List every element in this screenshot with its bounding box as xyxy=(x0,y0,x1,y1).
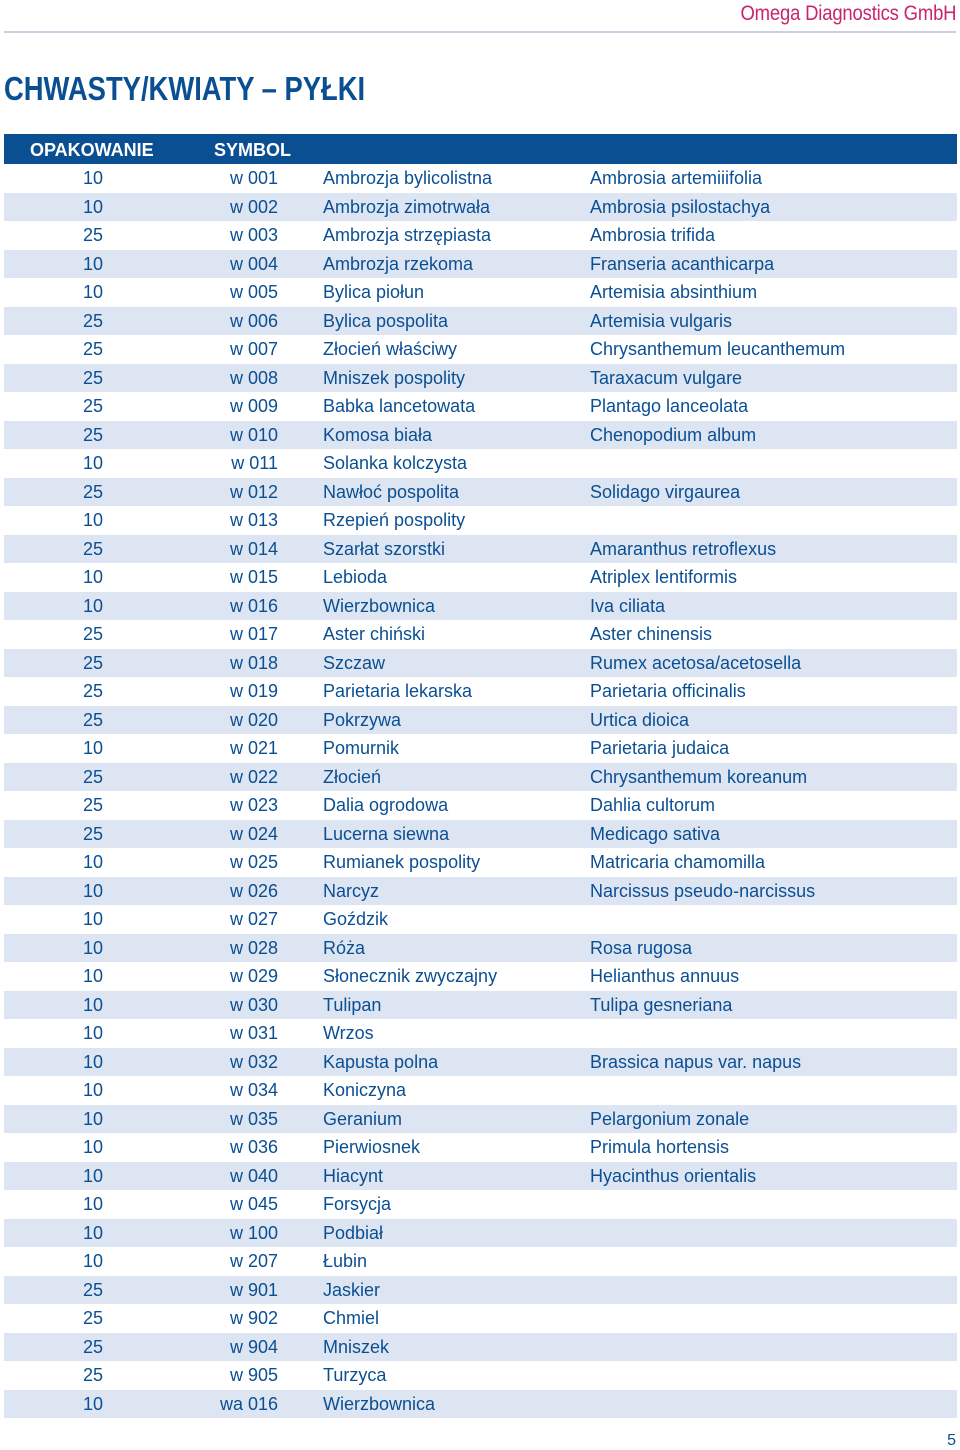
pack-cell: 10 xyxy=(82,453,103,473)
latin-name-cell: Chrysanthemum leucanthemum xyxy=(590,339,846,359)
symbol-cell: w 904 xyxy=(229,1336,278,1357)
table-row xyxy=(4,877,957,906)
symbol-cell: w 034 xyxy=(229,1080,278,1100)
header-symbol: SYMBOL xyxy=(214,140,292,160)
pack-cell: 10 xyxy=(82,1194,103,1214)
symbol-cell: w 207 xyxy=(229,1251,278,1271)
table-row xyxy=(4,706,957,735)
symbol-cell: w 010 xyxy=(229,424,278,445)
pack-cell: 25 xyxy=(82,795,103,815)
table-row xyxy=(4,1133,957,1162)
pack-cell: 10 xyxy=(82,282,103,302)
symbol-cell: w 011 xyxy=(231,453,278,473)
polish-name-cell: Mniszek pospolity xyxy=(323,367,466,388)
pack-cell: 25 xyxy=(82,1279,103,1300)
symbol-cell: w 007 xyxy=(229,339,278,359)
table-row xyxy=(4,1105,957,1134)
polish-name-cell: Dalia ogrodowa xyxy=(323,795,449,815)
latin-name-cell: Franseria acanthicarpa xyxy=(590,253,775,274)
symbol-cell: w 024 xyxy=(229,823,278,844)
symbol-cell: w 004 xyxy=(229,253,278,274)
table-row xyxy=(4,962,957,991)
latin-name-cell: Matricaria chamomilla xyxy=(590,852,766,872)
table-row xyxy=(4,592,957,621)
symbol-cell: w 005 xyxy=(229,282,278,302)
symbol-cell: w 012 xyxy=(229,481,278,502)
latin-name-cell: Brassica napus var. napus xyxy=(590,1051,802,1072)
table-row xyxy=(4,392,957,421)
latin-name-cell: Atriplex lentiformis xyxy=(590,567,738,587)
pack-cell: 10 xyxy=(82,1393,103,1414)
pack-cell: 25 xyxy=(82,367,103,388)
latin-name-cell: Artemisia absinthium xyxy=(590,282,758,302)
polish-name-cell: Rumianek pospolity xyxy=(323,852,481,872)
table-row xyxy=(4,620,957,649)
symbol-cell: w 015 xyxy=(229,567,278,587)
pack-cell: 25 xyxy=(82,1336,103,1357)
symbol-cell: w 902 xyxy=(229,1308,278,1328)
polish-name-cell: Parietaria lekarska xyxy=(323,681,473,701)
symbol-cell: w 009 xyxy=(229,396,278,416)
table-row xyxy=(4,1333,957,1362)
page-number: 5 xyxy=(947,1432,956,1449)
polish-name-cell: Podbiał xyxy=(323,1222,384,1243)
latin-name-cell: Rosa rugosa xyxy=(590,937,693,958)
polish-name-cell: Róża xyxy=(323,937,366,958)
polish-name-cell: Ambrozja zimotrwała xyxy=(323,196,491,217)
symbol-cell: w 031 xyxy=(229,1023,278,1043)
pack-cell: 25 xyxy=(82,396,103,416)
latin-name-cell: Ambrosia trifida xyxy=(590,225,716,245)
symbol-cell: w 905 xyxy=(229,1365,278,1385)
table-header xyxy=(4,134,957,164)
pack-cell: 10 xyxy=(82,880,103,901)
latin-name-cell: Pelargonium zonale xyxy=(590,1108,750,1129)
pack-cell: 25 xyxy=(82,766,103,787)
pack-cell: 25 xyxy=(82,538,103,559)
pack-cell: 25 xyxy=(82,481,103,502)
polish-name-cell: Mniszek xyxy=(323,1336,390,1357)
pack-cell: 10 xyxy=(82,1108,103,1129)
table-row xyxy=(4,791,957,820)
polish-name-cell: Bylica piołun xyxy=(323,282,425,302)
polish-name-cell: Kapusta polna xyxy=(323,1051,439,1072)
symbol-cell: w 008 xyxy=(229,367,278,388)
pack-cell: 10 xyxy=(82,253,103,274)
table-row xyxy=(4,1219,957,1248)
symbol-cell: w 003 xyxy=(229,225,278,245)
latin-name-cell: Artemisia vulgaris xyxy=(590,310,733,331)
allergen-table xyxy=(4,134,957,1418)
pack-cell: 10 xyxy=(82,1251,103,1271)
symbol-cell: w 002 xyxy=(229,196,278,217)
table-row xyxy=(4,335,957,364)
pack-cell: 25 xyxy=(82,310,103,331)
polish-name-cell: Solanka kolczysta xyxy=(323,453,468,473)
symbol-cell: w 013 xyxy=(229,510,278,530)
header-rule xyxy=(4,31,956,33)
latin-name-cell: Narcissus pseudo-narcissus xyxy=(590,880,816,901)
header-opakowanie: OPAKOWANIE xyxy=(30,140,154,160)
table-row xyxy=(4,506,957,535)
polish-name-cell: Forsycja xyxy=(323,1194,392,1214)
table-row xyxy=(4,905,957,934)
pack-cell: 25 xyxy=(82,709,103,730)
table-row xyxy=(4,278,957,307)
polish-name-cell: Złocień właściwy xyxy=(323,339,458,359)
symbol-cell: w 017 xyxy=(229,624,278,644)
symbol-cell: w 025 xyxy=(229,852,278,872)
polish-name-cell: Łubin xyxy=(323,1251,368,1271)
symbol-cell: w 023 xyxy=(229,795,278,815)
pack-cell: 10 xyxy=(82,510,103,530)
pack-cell: 10 xyxy=(82,1165,103,1186)
table-row xyxy=(4,1048,957,1077)
latin-name-cell: Iva ciliata xyxy=(590,595,666,616)
pack-cell: 25 xyxy=(82,652,103,673)
pack-cell: 10 xyxy=(82,196,103,217)
table-row xyxy=(4,1019,957,1048)
brand-name: Omega Diagnostics GmbH xyxy=(740,2,956,25)
symbol-cell: w 016 xyxy=(229,595,278,616)
table-row xyxy=(4,193,957,222)
latin-name-cell: Chenopodium album xyxy=(590,424,757,445)
table-row xyxy=(4,1276,957,1305)
table-row xyxy=(4,934,957,963)
table-row xyxy=(4,1390,957,1419)
pack-cell: 25 xyxy=(82,1365,103,1385)
polish-name-cell: Komosa biała xyxy=(323,424,433,445)
polish-name-cell: Wierzbownica xyxy=(323,1393,436,1414)
latin-name-cell: Amaranthus retroflexus xyxy=(590,538,777,559)
symbol-cell: w 036 xyxy=(229,1137,278,1157)
symbol-cell: w 032 xyxy=(229,1051,278,1072)
symbol-cell: w 019 xyxy=(229,681,278,701)
polish-name-cell: Jaskier xyxy=(323,1279,381,1300)
symbol-cell: w 001 xyxy=(229,168,278,188)
polish-name-cell: Lucerna siewna xyxy=(323,823,450,844)
latin-name-cell: Primula hortensis xyxy=(590,1137,730,1157)
table-row xyxy=(4,848,957,877)
table-row xyxy=(4,364,957,393)
table-row xyxy=(4,421,957,450)
latin-name-cell: Ambrosia artemiiifolia xyxy=(590,168,763,188)
latin-name-cell: Ambrosia psilostachya xyxy=(590,196,771,217)
table-row xyxy=(4,734,957,763)
pack-cell: 25 xyxy=(82,823,103,844)
polish-name-cell: Szarłat szorstki xyxy=(323,538,446,559)
table-row xyxy=(4,1190,957,1219)
pack-cell: 25 xyxy=(82,424,103,445)
pack-cell: 10 xyxy=(82,937,103,958)
polish-name-cell: Koniczyna xyxy=(323,1080,407,1100)
polish-name-cell: Ambrozja bylicolistna xyxy=(323,168,493,188)
polish-name-cell: Wrzos xyxy=(323,1023,374,1043)
table-row xyxy=(4,535,957,564)
latin-name-cell: Rumex acetosa/acetosella xyxy=(590,652,802,673)
latin-name-cell: Hyacinthus orientalis xyxy=(590,1165,757,1186)
latin-name-cell: Parietaria officinalis xyxy=(590,681,746,701)
symbol-cell: w 020 xyxy=(229,709,278,730)
pack-cell: 10 xyxy=(82,595,103,616)
polish-name-cell: Złocień xyxy=(323,766,382,787)
pack-cell: 25 xyxy=(82,681,103,701)
pack-cell: 25 xyxy=(82,339,103,359)
symbol-cell: w 018 xyxy=(229,652,278,673)
latin-name-cell: Aster chinensis xyxy=(590,624,713,644)
polish-name-cell: Chmiel xyxy=(323,1308,380,1328)
polish-name-cell: Geranium xyxy=(323,1108,403,1129)
polish-name-cell: Pokrzywa xyxy=(323,709,402,730)
polish-name-cell: Pierwiosnek xyxy=(323,1137,421,1157)
pack-cell: 10 xyxy=(82,1023,103,1043)
latin-name-cell: Dahlia cultorum xyxy=(590,795,716,815)
latin-name-cell: Plantago lanceolata xyxy=(590,396,749,416)
symbol-cell: w 027 xyxy=(229,909,278,929)
table-row xyxy=(4,250,957,279)
latin-name-cell: Tulipa gesneriana xyxy=(590,994,733,1015)
polish-name-cell: Turzyca xyxy=(323,1365,387,1385)
symbol-cell: w 030 xyxy=(229,994,278,1015)
pack-cell: 10 xyxy=(82,1137,103,1157)
pack-cell: 10 xyxy=(82,168,103,188)
polish-name-cell: Pomurnik xyxy=(323,738,400,758)
pack-cell: 10 xyxy=(82,1080,103,1100)
table-row xyxy=(4,1361,957,1390)
table-row xyxy=(4,1247,957,1276)
polish-name-cell: Szczaw xyxy=(323,652,386,673)
symbol-cell: wa 016 xyxy=(219,1393,278,1414)
table-row xyxy=(4,307,957,336)
symbol-cell: w 006 xyxy=(229,310,278,331)
pack-cell: 25 xyxy=(82,624,103,644)
polish-name-cell: Rzepień pospolity xyxy=(323,510,466,530)
pack-cell: 25 xyxy=(82,225,103,245)
pack-cell: 25 xyxy=(82,1308,103,1328)
table-body xyxy=(4,164,957,1418)
polish-name-cell: Goździk xyxy=(323,909,389,929)
latin-name-cell: Taraxacum vulgare xyxy=(590,367,743,388)
symbol-cell: w 026 xyxy=(229,880,278,901)
table-row xyxy=(4,991,957,1020)
polish-name-cell: Lebioda xyxy=(323,567,388,587)
symbol-cell: w 014 xyxy=(229,538,278,559)
latin-name-cell: Medicago sativa xyxy=(590,823,721,844)
pack-cell: 10 xyxy=(82,567,103,587)
table-row xyxy=(4,164,957,193)
table-row xyxy=(4,563,957,592)
symbol-cell: w 045 xyxy=(229,1194,278,1214)
table-row xyxy=(4,763,957,792)
polish-name-cell: Tulipan xyxy=(323,994,382,1015)
symbol-cell: w 022 xyxy=(229,766,278,787)
table-row xyxy=(4,478,957,507)
pack-cell: 10 xyxy=(82,738,103,758)
polish-name-cell: Nawłoć pospolita xyxy=(323,481,460,502)
latin-name-cell: Parietaria judaica xyxy=(590,738,730,758)
table-row xyxy=(4,820,957,849)
symbol-cell: w 035 xyxy=(229,1108,278,1129)
polish-name-cell: Aster chiński xyxy=(323,624,426,644)
polish-name-cell: Wierzbownica xyxy=(323,595,436,616)
symbol-cell: w 901 xyxy=(229,1279,278,1300)
latin-name-cell: Urtica dioica xyxy=(590,709,690,730)
table-row xyxy=(4,221,957,250)
table-row xyxy=(4,1304,957,1333)
latin-name-cell: Chrysanthemum koreanum xyxy=(590,766,808,787)
table-row xyxy=(4,677,957,706)
table-row xyxy=(4,1162,957,1191)
pack-cell: 10 xyxy=(82,994,103,1015)
symbol-cell: w 021 xyxy=(229,738,278,758)
latin-name-cell: Solidago virgaurea xyxy=(590,481,741,502)
polish-name-cell: Babka lancetowata xyxy=(323,396,476,416)
polish-name-cell: Narcyz xyxy=(323,880,380,901)
polish-name-cell: Słonecznik zwyczajny xyxy=(323,966,498,986)
table-row xyxy=(4,1076,957,1105)
page-title: CHWASTY/KWIATY – PYŁKI xyxy=(4,70,366,107)
symbol-cell: w 100 xyxy=(229,1222,278,1243)
pack-cell: 10 xyxy=(82,1222,103,1243)
polish-name-cell: Bylica pospolita xyxy=(323,310,449,331)
pack-cell: 10 xyxy=(82,852,103,872)
polish-name-cell: Ambrozja strzępiasta xyxy=(323,225,492,245)
table-row xyxy=(4,449,957,478)
pack-cell: 10 xyxy=(82,909,103,929)
pack-cell: 10 xyxy=(82,966,103,986)
symbol-cell: w 028 xyxy=(229,937,278,958)
latin-name-cell: Helianthus annuus xyxy=(590,966,740,986)
pack-cell: 10 xyxy=(82,1051,103,1072)
table-row xyxy=(4,649,957,678)
symbol-cell: w 040 xyxy=(229,1165,278,1186)
polish-name-cell: Ambrozja rzekoma xyxy=(323,253,474,274)
symbol-cell: w 029 xyxy=(229,966,278,986)
polish-name-cell: Hiacynt xyxy=(323,1165,384,1186)
